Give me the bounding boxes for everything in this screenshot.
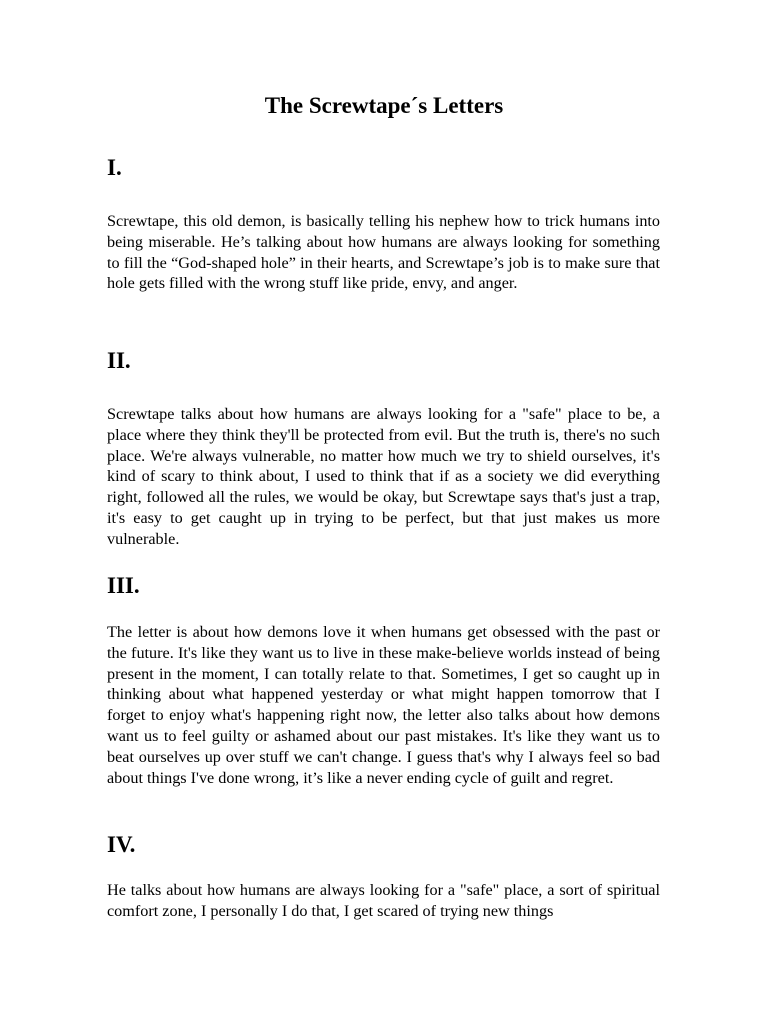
section-heading-1: I. — [107, 155, 122, 180]
section-heading-3: III. — [107, 573, 140, 598]
section-heading-2: II. — [107, 348, 131, 373]
section-heading-4: IV. — [107, 832, 136, 857]
document-title: The Screwtape´s Letters — [264, 93, 504, 118]
section-paragraph-1: Screwtape, this old demon, is basically telling his nephew how to trick humans into being miserable. He’s talking about how humans are always looking for something to fill the “God-shaped hole” in their hearts, and Screwtape’s job is to make sure that hole gets filled with the wrong stuff like pride, envy, and anger. — [107, 212, 660, 293]
section-paragraph-2: Screwtape talks about how humans are always looking for a "safe" place to be, a place where they think they'll be protected from evil. But the truth is, there's no such place. We're always vulnerable, no matter how much we try to shield ourselves, it's kind of scary to think about, I used to think that if as a society we did everything right, followed all the rules, we would be okay, but Screwtape says that's just a trap, it's easy to get caught up in trying to be perfect, but that just makes us more vulnerable. — [107, 405, 660, 548]
section-paragraph-3: The letter is about how demons love it when humans get obsessed with the past or the future. It's like they want us to live in these make-believe worlds instead of being present in the moment, I can totally relate to that. Sometimes, I get so caught up in thinking about what happened yesterday or what might happen tomorrow that I forget to enjoy what's happening right now, the letter also talks about how demons want us to feel guilty or ashamed about our past mistakes. It's like they want us to beat ourselves up over stuff we can't change. I guess that's why I always feel so bad about things I've done wrong, it’s like a never ending cycle of guilt and regret. — [107, 623, 660, 787]
section-paragraph-4: He talks about how humans are always looking for a "safe" place, a sort of spiritual comfort zone, I personally I do that, I get scared of trying new things — [107, 881, 660, 920]
